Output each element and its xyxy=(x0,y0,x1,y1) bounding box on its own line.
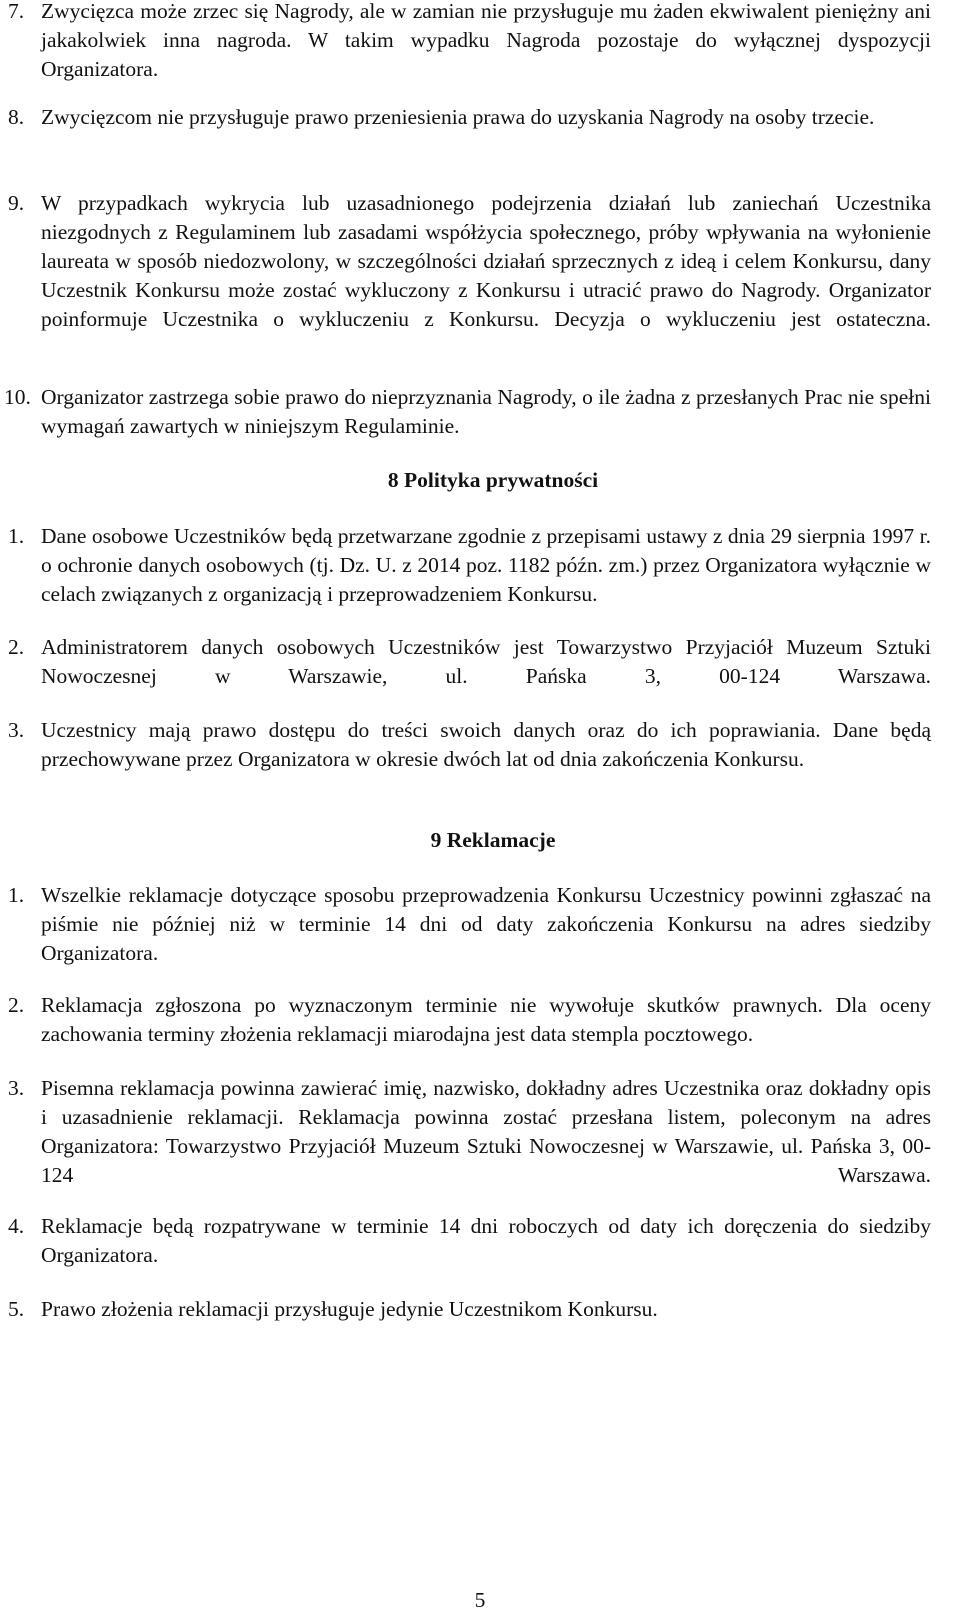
section-heading-privacy xyxy=(0,466,960,495)
list-item-text: Organizator zastrzega sobie prawo do nieprzyznania Nagrody, o ile żadna z przesłanych Prac nie spełni wymagań zawartych w niniejszym Regulaminie. xyxy=(41,385,931,438)
list-item-number: 2. xyxy=(8,993,25,1017)
list-item-text: W przypadkach wykrycia lub uzasadnionego podejrzenia działań lub zaniechań Uczestnika niezgodnych z Regulaminem lub zasadami współżycia społecznego, próby wpływania na wyłonienie laureata w sposób niedozwolony, w szczególności działań sprzecznych z ideą i celem Konkursu, dany Uczestnik Konkursu może zostać wykluczony z Konkursu i utracić prawo do Nagrody. Organizator poinformuje Uczestnika o wykluczeniu z Konkursu. Decyzja o wykluczeniu jest ostateczna. xyxy=(41,191,931,331)
list-item-text: Administratorem danych osobowych Uczestników jest Towarzystwo Przyjaciół Muzeum Sztuki Nowoczesnej w Warszawie, ul. Pańska 3, 00-124 Warszawa. xyxy=(41,635,931,688)
list-item-number: 10. xyxy=(4,385,31,409)
page-number: 5 xyxy=(474,1588,486,1612)
list-item-text: Wszelkie reklamacje dotyczące sposobu przeprowadzenia Konkursu Uczestnicy powinni zgłaszać na piśmie nie później niż w terminie 14 dni od daty zakończenia Konkursu na adres siedziby Organizatora. xyxy=(41,883,931,965)
list-item-text: Reklamacje będą rozpatrywane w terminie 14 dni roboczych od daty ich doręczenia do siedziby Organizatora. xyxy=(41,1214,931,1267)
list-item-text: Zwycięzcom nie przysługuje prawo przeniesienia prawa do uzyskania Nagrody na osoby trzecie. xyxy=(41,105,875,129)
list-item-text: Reklamacja zgłoszona po wyznaczonym terminie nie wywołuje skutków prawnych. Dla oceny zachowania terminy złożenia reklamacji miarodajna jest data stempla pocztowego. xyxy=(41,993,931,1046)
list-item-number: 3. xyxy=(8,718,25,742)
list-item-number: 2. xyxy=(8,635,25,659)
list-item-text: Uczestnicy mają prawo dostępu do treści swoich danych oraz do ich poprawiania. Dane będą przechowywane przez Organizatora w okresie dwóch lat od dnia zakończenia Konkursu. xyxy=(41,718,931,771)
list-item-number: 9. xyxy=(8,191,25,215)
list-item-number: 1. xyxy=(8,524,25,548)
section-heading-text: 9 Reklamacje xyxy=(430,828,556,852)
list-item-number: 3. xyxy=(8,1076,25,1100)
list-item-text: Prawo złożenia reklamacji przysługuje jedynie Uczestnikom Konkursu. xyxy=(41,1297,658,1321)
list-item-number: 8. xyxy=(8,105,25,129)
list-item-number: 7. xyxy=(8,0,25,23)
list-item-number: 4. xyxy=(8,1214,25,1238)
list-item-number: 1. xyxy=(8,883,25,907)
list-item-number: 5. xyxy=(8,1297,25,1321)
section-heading-text: 8 Polityka prywatności xyxy=(387,468,599,492)
section-heading-complaints xyxy=(0,826,960,855)
list-item-text: Dane osobowe Uczestników będą przetwarzane zgodnie z przepisami ustawy z dnia 29 sierpnia 1997 r. o ochronie danych osobowych (tj. Dz. U. z 2014 poz. 1182 późn. zm.) przez Organizatora wyłącznie w celach związanych z organizacją i przeprowadzeniem Konkursu. xyxy=(41,524,931,606)
list-item-text: Zwycięzca może zrzec się Nagrody, ale w zamian nie przysługuje mu żaden ekwiwalent pieniężny ani jakakolwiek inna nagroda. W takim wypadku Nagroda pozostaje do wyłącznej dyspozycji Organizatora. xyxy=(41,0,931,81)
list-item-text: Pisemna reklamacja powinna zawierać imię, nazwisko, dokładny adres Uczestnika oraz dokładny opis i uzasadnienie reklamacji. Reklamacja powinna zostać przesłana listem, poleconym na adres Organizatora: Towarzystwo Przyjaciół Muzeum Sztuki Nowoczesnej w Warszawie, ul. Pańska 3, 00-124 Warszawa. xyxy=(41,1076,931,1187)
